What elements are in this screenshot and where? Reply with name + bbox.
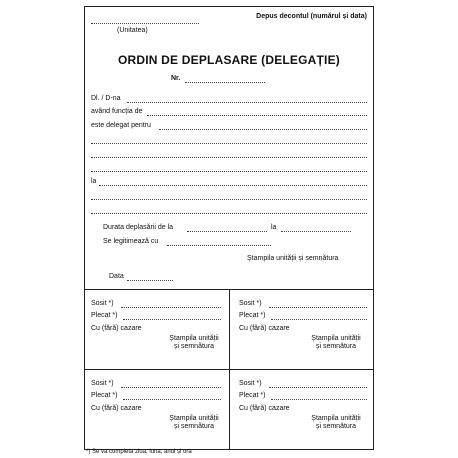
departed-line[interactable] [271,399,367,400]
identification-label: Se legitimează cu [103,238,159,245]
lodging-label: Cu (fără) cazare [239,325,290,332]
footnote: *) Se va completa ziua, luna, anul și ora [86,449,192,455]
function-line[interactable] [147,115,367,116]
stamp-line-1: Ștampila unității [311,335,361,342]
stamp-line-2: și semnătura [315,343,357,350]
arrived-label: Sosit *) [239,300,262,307]
blank-line[interactable] [91,171,367,172]
stamp-line-2: și semnătura [315,423,357,430]
settlement-deposit-label: Depus decontul (numărul și data) [256,13,367,20]
departed-label: Plecat *) [91,312,118,319]
arrived-line[interactable] [269,307,367,308]
name-label: Dl. / D-na [91,95,121,102]
departed-line[interactable] [123,399,221,400]
stamp-signature-label: Ștampila unității și semnătura [247,255,339,262]
departed-line[interactable] [123,319,221,320]
duration-label: Durata deplasării de la [103,224,174,231]
blank-line[interactable] [91,213,367,214]
departed-label: Plecat *) [239,392,266,399]
arrived-label: Sosit *) [91,380,114,387]
name-line[interactable] [127,102,367,103]
duration-to-line[interactable] [281,231,351,232]
stamp-line-2: și semnătura [173,423,215,430]
unit-line [91,23,199,24]
function-label: având funcția de [91,108,143,115]
stamp-line-1: Ștampila unității [169,335,219,342]
box-stamp-label [301,335,371,351]
duration-to-label: la [271,224,277,231]
departed-label: Plecat *) [91,392,118,399]
blank-line[interactable] [91,199,367,200]
arrived-line[interactable] [121,307,221,308]
date-label: Data [109,273,124,280]
page-title: ORDIN DE DEPLASARE (DELEGAȚIE) [117,53,340,67]
number-line[interactable] [185,82,265,83]
blank-line[interactable] [91,157,367,158]
departed-label: Plecat *) [239,312,266,319]
delegated-line[interactable] [159,129,367,130]
unit-label: (Unitatea) [117,27,148,34]
departed-line[interactable] [271,319,367,320]
destination-line[interactable] [99,185,367,186]
duration-from-line[interactable] [187,231,267,232]
lodging-label: Cu (fără) cazare [91,325,142,332]
stamp-line-2: și semnătura [173,343,215,350]
arrived-line[interactable] [269,387,367,388]
identification-line[interactable] [167,245,271,246]
arrived-label: Sosit *) [239,380,262,387]
grid-middle-divider [85,369,373,370]
box-stamp-label [159,335,229,351]
lodging-label: Cu (fără) cazare [239,405,290,412]
arrived-label: Sosit *) [91,300,114,307]
stamp-line-1: Ștampila unității [169,415,219,422]
travel-order-form [84,6,374,450]
number-label: Nr. [171,75,181,82]
destination-label: la [91,178,97,185]
box-stamp-label [301,415,371,431]
blank-line[interactable] [91,143,367,144]
lodging-label: Cu (fără) cazare [91,405,142,412]
arrived-line[interactable] [121,387,221,388]
box-stamp-label [159,415,229,431]
delegated-label: este delegat pentru [91,122,151,129]
date-line[interactable] [127,280,173,281]
stamp-line-1: Ștampila unității [311,415,361,422]
